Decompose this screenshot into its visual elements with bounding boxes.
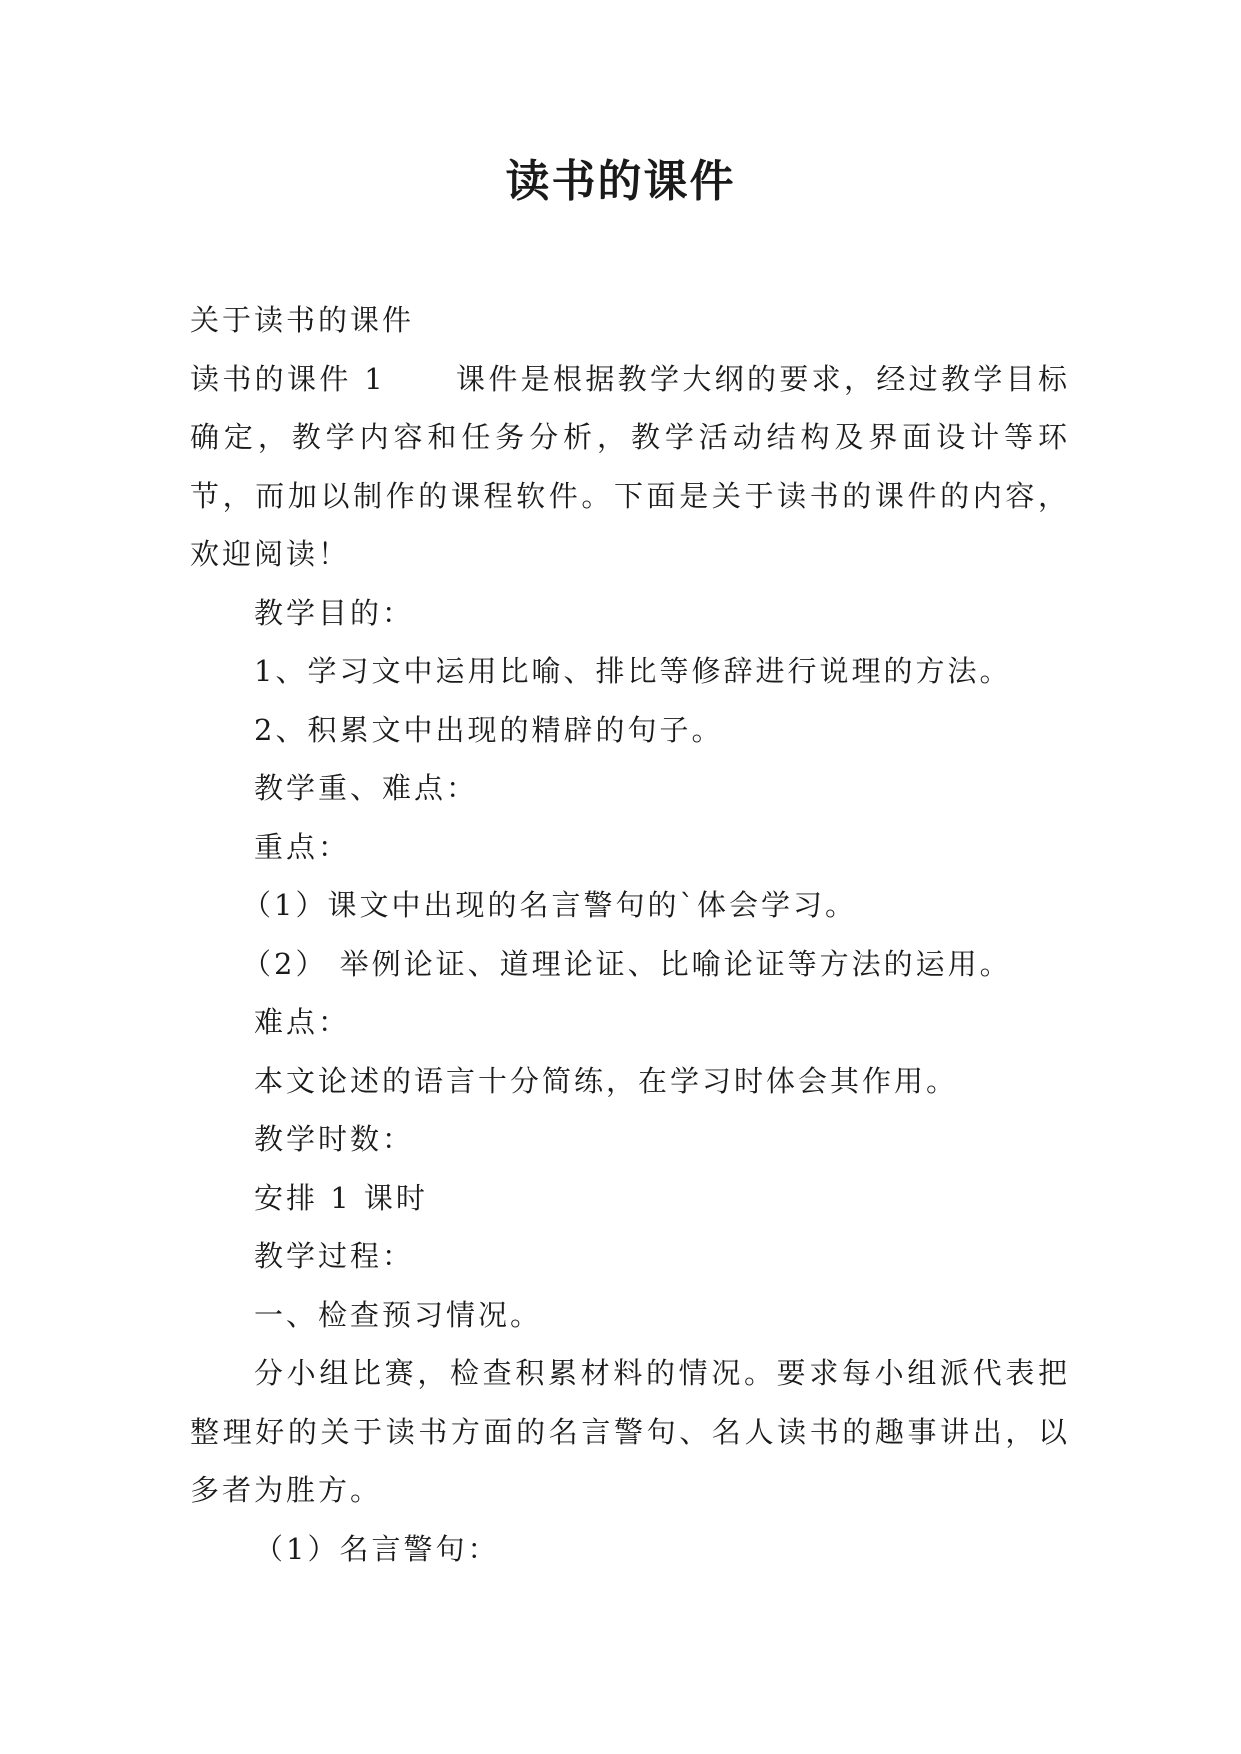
paragraph-step-1: 一、检查预习情况。 [254, 1297, 543, 1332]
paragraph-intro [190, 350, 1070, 584]
paragraph-intro-heading: 关于读书的课件 [190, 303, 415, 337]
paragraph-goal-2: 2、积累文中出现的精辟的句子。 [254, 712, 724, 747]
paragraph-step-1-text: 分小组比赛，检查积累材料的情况。要求每小组派代表把整理好的关于读书方面的名言警句、名人读书的趣事讲出，以多者为胜方。 [190, 1356, 1070, 1507]
intro-text: 课件是根据教学大纲的要求，经过教学目标确定，教学内容和任务分析，教学活动结构及界面设计等环节，而加以制作的课程软件。下面是关于读书的课件的内容，欢迎阅读！ [190, 361, 1070, 571]
paragraph-key-difficult: 教学重、难点： [254, 771, 479, 805]
paragraph-difficulty: 难点： [254, 1005, 351, 1039]
paragraph-hours: 教学时数： [254, 1122, 415, 1156]
paragraph-quotes: （1）名言警句： [254, 1531, 500, 1566]
paragraph-process: 教学过程： [254, 1239, 415, 1273]
paragraph-key-point: 重点： [254, 829, 351, 864]
section-label: 读书的课件 1 [190, 361, 386, 396]
paragraph-teaching-goal: 教学目的： [254, 595, 415, 630]
paragraph-difficulty-text: 本文论述的语言十分简练，在学习时体会其作用。 [254, 1063, 959, 1098]
paragraph-key-1: （1）课文中出现的名言警句的`体会学习。 [242, 888, 857, 922]
paragraph-key-2: （2） 举例论证、道理论证、比喻论证等方法的运用。 [242, 946, 1012, 981]
paragraph-hours-text: 安排 1 课时 [254, 1180, 428, 1215]
paragraph-goal-1: 1、学习文中运用比喻、排比等修辞进行说理的方法。 [254, 654, 1012, 688]
document-body [190, 291, 1070, 1578]
document-title: 读书的课件 [505, 156, 736, 207]
